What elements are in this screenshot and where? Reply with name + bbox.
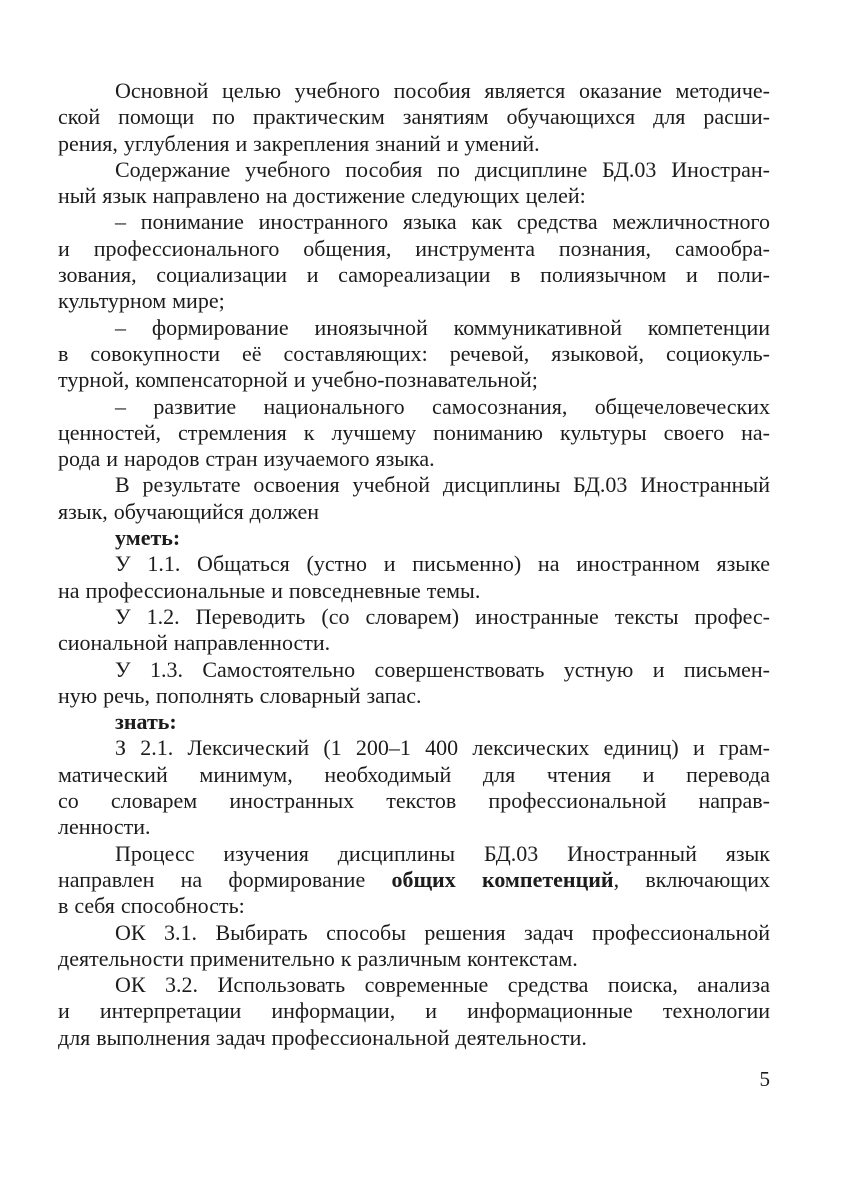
text-line (58, 867, 770, 893)
bold-text-segment: знать: (115, 709, 177, 735)
text-line (58, 657, 770, 683)
text-segment: Процесс изучения дисциплины БД.03 Иностранный язык (115, 840, 770, 866)
text-segment: турной, компенсаторной и учебно-познавательной; (58, 367, 538, 393)
text-line (58, 814, 770, 840)
text-line (58, 551, 770, 577)
text-line (58, 104, 770, 130)
text-segment: ОК 3.2. Использовать современные средства поиска, анализа (115, 972, 770, 998)
text-line (58, 394, 770, 420)
text-segment: З 2.1. Лексический (1 200–1 400 лексических единиц) и грам- (115, 735, 770, 761)
text-line (58, 341, 770, 367)
text-segment: сиональной направленности. (58, 630, 331, 656)
text-line (58, 604, 770, 630)
text-segment: для выполнения задач профессиональной деятельности. (58, 1024, 587, 1050)
text-segment: культурном мире; (58, 288, 225, 314)
text-line (58, 209, 770, 235)
bold-text-segment: общих компетенций (391, 866, 614, 892)
text-segment: ской помощи по практическим занятиям обучающихся для расши- (58, 104, 770, 130)
text-line (58, 578, 770, 604)
text-line (58, 683, 770, 709)
text-segment: рода и народов стран изучаемого языка. (58, 446, 435, 472)
text-line (58, 525, 770, 551)
text-line (58, 893, 770, 919)
text-segment: Содержание учебного пособия по дисциплине БД.03 Иностран- (115, 156, 770, 182)
text-line (58, 709, 770, 735)
text-segment: – формирование иноязычной коммуникативной компетенции (115, 314, 770, 340)
text-line (58, 841, 770, 867)
text-line (58, 288, 770, 314)
text-segment: зования, социализации и самореализации в полиязычном и поли- (58, 262, 770, 288)
text-segment: в себя способность: (58, 893, 245, 919)
text-segment: Основной целью учебного пособия является оказание методиче- (115, 78, 770, 103)
text-segment: – развитие национального самосознания, общечеловеческих (115, 393, 770, 419)
text-segment: в совокупности её составляющих: речевой, языковой, социокуль- (58, 340, 770, 366)
text-segment: деятельности применительно к различным контекстам. (58, 945, 578, 971)
page-number: 5 (759, 1067, 770, 1091)
text-segment: У 1.3. Самостоятельно совершенствовать устную и письмен- (115, 656, 770, 682)
text-line (58, 946, 770, 972)
text-segment: В результате освоения учебной дисциплины БД.03 Иностранный (115, 472, 770, 498)
text-segment: язык, обучающийся должен (58, 498, 319, 524)
text-line (58, 315, 770, 341)
text-line (58, 183, 770, 209)
text-line (58, 735, 770, 761)
bold-text-segment: уметь: (115, 525, 181, 551)
text-line (58, 762, 770, 788)
text-segment: ценностей, стремления к лучшему пониманию культуры своего на- (58, 419, 770, 445)
text-line (58, 788, 770, 814)
text-line (58, 499, 770, 525)
text-segment: рения, углубления и закрепления знаний и умений. (58, 130, 540, 156)
text-line (58, 420, 770, 446)
body-text (58, 78, 770, 1051)
text-segment: У 1.1. Общаться (устно и письменно) на иностранном языке (115, 551, 770, 577)
text-line (58, 1025, 770, 1051)
text-line (58, 236, 770, 262)
text-line (58, 446, 770, 472)
text-segment: и интерпретации информации, и информационные технологии (58, 998, 770, 1024)
text-segment: и профессионального общения, инструмента познания, самообра- (58, 235, 770, 261)
text-segment: , включающих (613, 866, 770, 892)
text-line (58, 262, 770, 288)
text-segment: на профессиональные и повседневные темы. (58, 577, 481, 603)
text-line (58, 998, 770, 1024)
text-segment: ленности. (58, 814, 151, 840)
text-segment: ОК 3.1. Выбирать способы решения задач профессиональной (115, 919, 770, 945)
text-line (58, 157, 770, 183)
text-line (58, 78, 770, 104)
text-segment: матический минимум, необходимый для чтения и перевода (58, 761, 770, 787)
text-segment: направлен на формирование (58, 866, 392, 892)
text-segment: – понимание иностранного языка как средства межличностного (115, 209, 770, 235)
text-segment: со словарем иностранных текстов профессиональной направ- (58, 788, 770, 814)
text-line (58, 472, 770, 498)
text-line (58, 630, 770, 656)
text-line (58, 920, 770, 946)
text-line (58, 131, 770, 157)
text-line (58, 972, 770, 998)
text-segment: ную речь, пополнять словарный запас. (58, 682, 422, 708)
text-segment: У 1.2. Переводить (со словарем) иностранные тексты профес- (115, 603, 770, 629)
text-line (58, 367, 770, 393)
text-segment: ный язык направлено на достижение следующих целей: (58, 183, 586, 209)
